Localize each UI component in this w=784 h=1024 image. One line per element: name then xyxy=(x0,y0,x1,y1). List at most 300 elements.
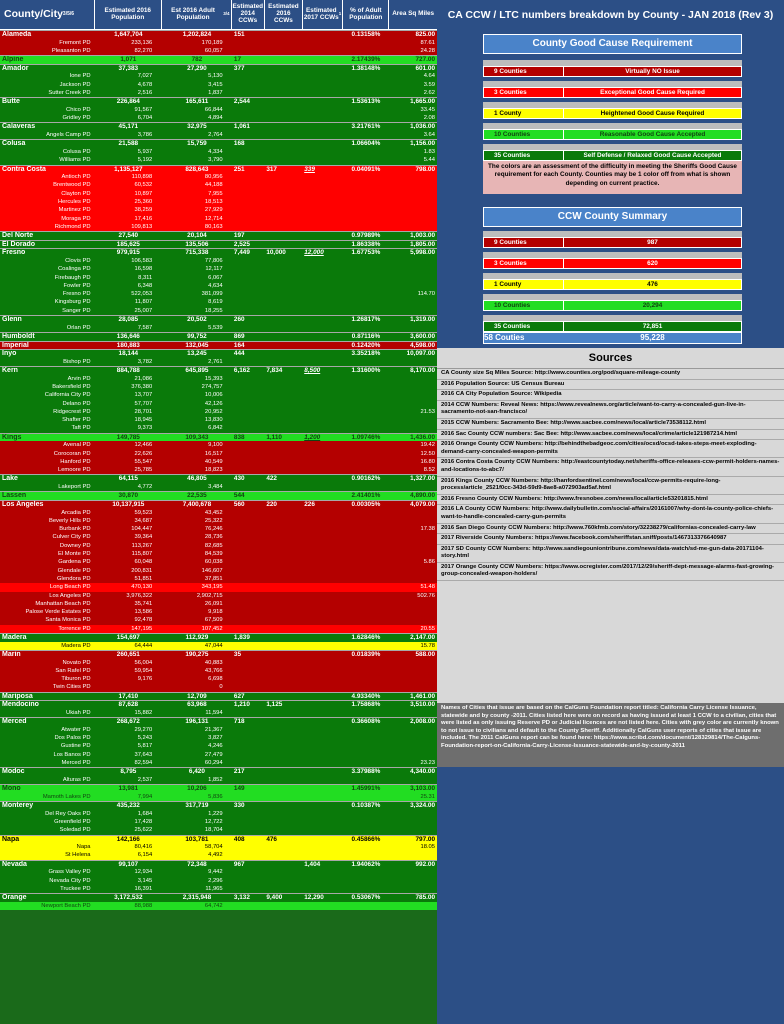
cell-name: Jackson PD xyxy=(59,81,91,88)
cell-ccw-2017 xyxy=(303,667,344,675)
cell-ccw-2016 xyxy=(264,232,302,240)
city-row xyxy=(0,131,437,139)
cell-pct-adult: 1.75868% xyxy=(351,701,381,709)
cell-ccw-2017 xyxy=(303,89,344,97)
header-pct-adult: % of Adult Population xyxy=(343,0,389,29)
cell-pct-adult xyxy=(343,525,389,533)
cell-pct-adult xyxy=(343,776,389,784)
cell-ccw-2017 xyxy=(303,625,344,633)
cell-ccw-2016 xyxy=(265,257,303,265)
cell-ccw-2017 xyxy=(303,683,344,691)
cell-adult-population: 2,296 xyxy=(208,877,223,884)
cell-adult-population: 43,452 xyxy=(204,509,223,516)
cell-area xyxy=(389,375,437,383)
cell-area xyxy=(389,391,437,399)
cell-population: 136,646 xyxy=(116,332,140,340)
city-row xyxy=(0,265,437,273)
cell-area xyxy=(389,324,437,332)
county-row xyxy=(0,366,437,375)
cell-ccw-2014 xyxy=(233,902,265,910)
cell-ccw-2014: 35 xyxy=(233,650,242,658)
cell-name: Napa xyxy=(2,835,20,843)
cell-ccw-2014 xyxy=(233,39,265,47)
city-row xyxy=(0,575,437,583)
cell-name: Orlan PD xyxy=(66,324,91,331)
cell-population: 17,428 xyxy=(134,818,153,825)
cell-ccw-2017: 1,200 xyxy=(304,433,321,441)
cell-ccw-2014: 7,449 xyxy=(233,249,250,257)
cell-ccw-2016 xyxy=(265,466,303,474)
cell-ccw-2017 xyxy=(303,274,344,282)
cell-name: Brentwood PD xyxy=(53,182,91,189)
cell-pct-adult xyxy=(343,408,389,416)
cell-pct-adult xyxy=(343,450,389,458)
cell-pct-adult xyxy=(343,358,389,366)
cell-ccw-2014: 408 xyxy=(233,835,245,843)
cell-ccw-2014 xyxy=(233,358,265,366)
cell-ccw-2014 xyxy=(233,885,265,893)
cell-population: 37,643 xyxy=(134,751,153,758)
cell-ccw-2014 xyxy=(233,742,265,750)
cell-population: 3,782 xyxy=(137,358,153,365)
cell-name: Burbank PD xyxy=(59,526,91,533)
cell-ccw-2016 xyxy=(265,583,303,591)
cell-adult-population: 99,752 xyxy=(187,332,207,340)
cell-name: Newport Beach PD xyxy=(41,902,91,909)
sources-list xyxy=(437,369,784,581)
cell-area: 1,436.00 xyxy=(410,433,436,441)
cell-population: 884,788 xyxy=(116,367,140,375)
cell-adult-population: 4,894 xyxy=(208,115,223,122)
cell-ccw-2017 xyxy=(303,843,344,851)
cell-ccw-2016 xyxy=(265,558,303,566)
cell-name: Shafter PD xyxy=(62,417,91,424)
cell-ccw-2017 xyxy=(303,290,344,298)
cell-ccw-2017: 226 xyxy=(304,500,315,508)
cell-pct-adult: 1.62846% xyxy=(351,634,381,642)
source-item: 2016 San Diego County CCW Numbers: http://www.760kfmb.com/story/32238279/californias-concealed-carry-law xyxy=(437,524,784,535)
cell-adult-population: 3,790 xyxy=(208,157,223,164)
cell-adult-population: 1,202,824 xyxy=(182,31,212,38)
sum-row xyxy=(483,237,742,248)
cell-ccw-2014 xyxy=(233,81,265,89)
cell-area xyxy=(389,198,437,206)
cell-area xyxy=(389,600,437,608)
cell-pct-adult xyxy=(343,458,389,466)
cell-name: Contra Costa xyxy=(2,165,46,173)
cell-adult-population: 20,104 xyxy=(187,232,207,240)
cell-population: 226,864 xyxy=(116,98,140,106)
cell-ccw-2014 xyxy=(233,667,265,675)
county-row xyxy=(0,122,437,131)
cell-name: Coalinga PD xyxy=(57,266,91,273)
cell-area: 24.28 xyxy=(420,47,435,54)
source-item: 2016 Sac County CCW numbers: Sac Bee: http://www.sacbee.com/news/local/crime/article121987214.html xyxy=(437,430,784,441)
sum-label: 35 Counties xyxy=(484,322,564,331)
cell-population: 110,898 xyxy=(131,174,153,181)
cell-ccw-2014: 217 xyxy=(233,768,245,776)
cell-ccw-2016 xyxy=(265,759,303,767)
city-row xyxy=(0,466,437,474)
source-item: 2016 CA City Population Source: Wikipedia xyxy=(437,390,784,401)
cell-pct-adult xyxy=(343,810,389,818)
cell-ccw-2017 xyxy=(303,206,344,214)
city-row xyxy=(0,877,437,885)
cell-pct-adult xyxy=(343,542,389,550)
cell-ccw-2016 xyxy=(264,785,302,793)
cell-ccw-2017: 12,000 xyxy=(304,249,324,257)
source-item: 2016 Orange County CCW Numbers: http://behindthebadgeoc.com/cities/ocsd/ocsd-takes-steps-meet-exploding-demand-carry-concealed-weapon-permits xyxy=(437,440,784,458)
cell-population: 55,547 xyxy=(134,458,153,465)
cell-ccw-2017 xyxy=(303,173,344,181)
cell-adult-population: 196,131 xyxy=(185,718,209,726)
cell-name: Taft PD xyxy=(71,425,91,432)
sum-value: 987 xyxy=(647,239,658,246)
cell-ccw-2016 xyxy=(264,693,302,701)
cell-area xyxy=(389,616,437,624)
cell-ccw-2014 xyxy=(233,759,265,767)
cell-name: Madera PD xyxy=(61,642,91,649)
city-row xyxy=(0,616,437,624)
cell-ccw-2017 xyxy=(303,642,344,650)
city-row xyxy=(0,215,437,223)
cell-ccw-2014 xyxy=(233,458,265,466)
city-row xyxy=(0,307,437,315)
cell-ccw-2014 xyxy=(233,483,265,491)
cell-pct-adult: 0.87116% xyxy=(351,332,381,340)
cell-ccw-2017 xyxy=(303,517,344,525)
cell-name: Torrence PD xyxy=(58,625,91,632)
county-row xyxy=(0,165,437,174)
cell-population: 59,954 xyxy=(134,667,153,674)
cell-area xyxy=(389,383,437,391)
cell-adult-population: 782 xyxy=(191,56,203,64)
cell-area xyxy=(389,517,437,525)
cell-area: 601.00 xyxy=(415,64,436,72)
cell-adult-population: 4,634 xyxy=(208,282,223,289)
cell-ccw-2017 xyxy=(302,350,343,358)
cell-ccw-2016: 1,110 xyxy=(266,433,282,441)
city-row xyxy=(0,114,437,122)
cell-population: 45,171 xyxy=(118,123,139,131)
cell-adult-population: 274,757 xyxy=(201,383,223,390)
cell-area: 798.00 xyxy=(415,165,436,173)
cell-ccw-2014 xyxy=(233,542,265,550)
cell-population: 16,598 xyxy=(134,266,153,273)
cell-pct-adult: 1.94062% xyxy=(351,860,381,868)
cell-pct-adult xyxy=(343,642,389,650)
cell-ccw-2017: 8,500 xyxy=(304,367,321,375)
cell-ccw-2017 xyxy=(302,693,343,701)
cell-ccw-2016 xyxy=(265,509,303,517)
cell-adult-population: 6,698 xyxy=(208,676,223,683)
source-item: 2016 Kings County CCW Numbers: http://hanfordsentinel.com/news/local/ccw-permits-require-long-process/article_2521f0cc-343d-59d9-8ae8-a072903ad5af.html xyxy=(437,477,784,495)
cell-ccw-2017 xyxy=(303,416,344,424)
cell-adult-population: 27,290 xyxy=(187,64,207,72)
cell-pct-adult xyxy=(343,675,389,683)
cell-population: 233,136 xyxy=(131,39,153,46)
cell-ccw-2014: 444 xyxy=(233,350,245,358)
cell-pct-adult xyxy=(343,106,389,114)
cell-ccw-2014: 168 xyxy=(233,140,245,148)
cell-name: Pleasanton PD xyxy=(51,47,91,54)
sum-total-row xyxy=(483,332,742,344)
cell-adult-population: 27,929 xyxy=(204,207,223,214)
cell-adult-population: 27,479 xyxy=(204,751,223,758)
cell-area xyxy=(389,667,437,675)
cell-pct-adult: 0.00305% xyxy=(351,500,381,508)
city-row xyxy=(0,558,437,566)
cell-ccw-2016 xyxy=(265,675,303,683)
cell-area: 3.64 xyxy=(423,132,435,139)
cell-ccw-2017 xyxy=(302,785,343,793)
cell-area xyxy=(389,190,437,198)
cell-area xyxy=(389,215,437,223)
gc-row xyxy=(483,87,742,98)
cell-area xyxy=(389,307,437,315)
cell-ccw-2016 xyxy=(265,818,303,826)
cell-ccw-2017: 12,290 xyxy=(304,894,324,902)
cell-ccw-2016 xyxy=(264,861,302,869)
cell-area xyxy=(389,818,437,826)
city-row xyxy=(0,173,437,181)
cell-pct-adult xyxy=(343,282,389,290)
cell-ccw-2016 xyxy=(265,81,303,89)
cell-ccw-2016: 476 xyxy=(266,835,277,843)
cell-population: 7,994 xyxy=(137,793,153,800)
cell-ccw-2016 xyxy=(265,391,303,399)
cell-population: 5,817 xyxy=(137,743,153,750)
cell-population: 522,053 xyxy=(131,291,153,298)
cell-name: Mamoth Lakes PD xyxy=(42,793,91,800)
county-row xyxy=(0,433,437,442)
cell-adult-population: 15,759 xyxy=(187,140,207,148)
city-row xyxy=(0,709,437,717)
cell-area: 5.44 xyxy=(423,157,435,164)
cell-ccw-2017 xyxy=(303,81,344,89)
cell-name: Soledad PD xyxy=(59,827,91,834)
city-row xyxy=(0,72,437,80)
cell-population: 147,195 xyxy=(131,625,153,632)
cell-name: Richmond PD xyxy=(54,223,91,230)
cell-ccw-2017 xyxy=(303,542,344,550)
cell-pct-adult: 3.37988% xyxy=(351,768,381,776)
cell-name: Calaveras xyxy=(2,123,36,131)
cell-adult-population: 42,126 xyxy=(204,400,223,407)
cell-ccw-2014 xyxy=(233,683,265,691)
cell-population: 5,243 xyxy=(137,735,153,742)
cell-population: 27,540 xyxy=(118,232,139,240)
cell-population: 16,391 xyxy=(134,885,153,892)
cell-population: 9,373 xyxy=(137,425,153,432)
cell-pct-adult xyxy=(343,509,389,517)
cell-ccw-2017 xyxy=(303,282,344,290)
city-row xyxy=(0,600,437,608)
county-row xyxy=(0,784,437,793)
source-item: 2016 Contra Costa County CCW Numbers: http://eastcountytoday.net/sheriffs-office-releases-ccw-permit-holders-names-and-locations-to-abc7/ xyxy=(437,458,784,476)
cell-pct-adult xyxy=(343,223,389,231)
cell-area: 5.86 xyxy=(423,559,435,566)
cell-adult-population: 46,805 xyxy=(187,475,207,483)
cell-pct-adult xyxy=(343,148,389,156)
cell-ccw-2016 xyxy=(264,768,302,776)
county-row xyxy=(0,633,437,642)
cell-ccw-2016 xyxy=(264,241,302,249)
cell-ccw-2017 xyxy=(303,550,344,558)
cell-population: 99,107 xyxy=(118,860,139,868)
cell-ccw-2014 xyxy=(233,106,265,114)
cell-adult-population: 40,883 xyxy=(204,659,223,666)
cell-name: Fresno PD xyxy=(62,291,91,298)
cell-ccw-2016 xyxy=(265,683,303,691)
cell-ccw-2016 xyxy=(265,567,303,575)
cell-adult-population: 12,117 xyxy=(205,266,223,273)
city-row xyxy=(0,290,437,298)
cell-ccw-2014: 251 xyxy=(233,165,245,173)
cell-name: Long Beach PD xyxy=(49,584,91,591)
cell-population: 3,172,532 xyxy=(114,894,143,902)
cell-ccw-2017 xyxy=(303,307,344,315)
cell-adult-population: 18,704 xyxy=(204,827,223,834)
cell-ccw-2017 xyxy=(303,583,344,591)
cell-area xyxy=(389,877,437,885)
sum-label: 3 Counties xyxy=(484,259,564,268)
cell-adult-population: 1,229 xyxy=(208,810,223,817)
cell-ccw-2016 xyxy=(265,483,303,491)
cell-pct-adult: 3.21761% xyxy=(351,123,381,131)
cell-population: 15,882 xyxy=(134,709,153,716)
cell-pct-adult xyxy=(343,274,389,282)
cell-adult-population: 190,275 xyxy=(185,650,209,658)
cell-pct-adult xyxy=(343,885,389,893)
cell-area: 2.08 xyxy=(423,115,435,122)
cell-adult-population: 109,343 xyxy=(185,433,209,441)
county-row xyxy=(0,767,437,776)
city-row xyxy=(0,424,437,432)
cell-area: 2,008.00 xyxy=(410,718,436,726)
cell-pct-adult: 0.01839% xyxy=(351,650,381,658)
cell-name: Avenal PD xyxy=(63,442,91,449)
city-row xyxy=(0,793,437,801)
cell-ccw-2016 xyxy=(265,181,303,189)
cell-area: 51.48 xyxy=(420,584,435,591)
cell-ccw-2014 xyxy=(233,776,265,784)
cell-population: 37,383 xyxy=(118,64,139,72)
cell-ccw-2016 xyxy=(265,810,303,818)
cell-area: 1.83 xyxy=(423,148,435,155)
city-row xyxy=(0,223,437,231)
gc-row xyxy=(483,108,742,119)
cell-ccw-2016 xyxy=(265,793,303,801)
cell-adult-population: 1,852 xyxy=(208,776,223,783)
cell-area: 3,600.00 xyxy=(410,332,436,340)
cell-population: 3,145 xyxy=(137,877,153,884)
cell-ccw-2017 xyxy=(303,810,344,818)
city-row xyxy=(0,851,437,859)
cell-name: Dos Palos PD xyxy=(54,735,91,742)
cell-adult-population: 107,452 xyxy=(201,625,223,632)
cell-ccw-2017 xyxy=(302,56,343,64)
cell-name: Mendocino xyxy=(2,701,39,709)
cell-pct-adult: 1.06604% xyxy=(351,140,381,148)
city-row xyxy=(0,751,437,759)
sum-total-label: 58 Couties xyxy=(484,333,525,342)
cell-population: 115,807 xyxy=(131,551,153,558)
cell-name: Los Banos PD xyxy=(53,751,91,758)
cell-population: 22,626 xyxy=(134,450,153,457)
cell-ccw-2016 xyxy=(264,65,302,73)
cell-ccw-2016 xyxy=(264,31,302,39)
cell-ccw-2016 xyxy=(265,625,303,633)
cell-ccw-2016 xyxy=(265,642,303,650)
cell-population: 154,697 xyxy=(116,634,140,642)
cell-ccw-2016 xyxy=(265,408,303,416)
cell-population: 59,523 xyxy=(134,509,153,516)
cell-ccw-2017 xyxy=(303,181,344,189)
cell-pct-adult xyxy=(343,759,389,767)
source-item: CA County size Sq Miles Source: http://www.counties.org/pod/square-mileage-county xyxy=(437,369,784,380)
cell-area: 3,103.00 xyxy=(410,785,436,793)
cell-pct-adult: 0.53067% xyxy=(351,894,381,902)
cell-ccw-2016: 422 xyxy=(266,475,277,483)
cell-name: Merced xyxy=(2,718,27,726)
cell-adult-population: 84,539 xyxy=(204,551,223,558)
cell-ccw-2014 xyxy=(233,592,265,600)
cell-ccw-2014 xyxy=(233,466,265,474)
cell-pct-adult xyxy=(343,416,389,424)
cell-ccw-2014 xyxy=(233,89,265,97)
cell-pct-adult xyxy=(343,877,389,885)
city-row xyxy=(0,274,437,282)
cell-pct-adult xyxy=(343,592,389,600)
cell-adult-population: 11,965 xyxy=(205,885,223,892)
cell-area xyxy=(389,675,437,683)
cell-ccw-2014 xyxy=(233,843,265,851)
cell-adult-population: 64,742 xyxy=(204,902,223,909)
cell-name: Inyo xyxy=(2,350,17,358)
city-row xyxy=(0,441,437,449)
cell-name: Alpine xyxy=(2,56,24,64)
city-row xyxy=(0,106,437,114)
cell-population: 979,915 xyxy=(116,249,140,257)
cell-area xyxy=(389,223,437,231)
cell-ccw-2014 xyxy=(233,818,265,826)
cell-ccw-2014 xyxy=(233,550,265,558)
cell-adult-population: 9,100 xyxy=(208,442,223,449)
cell-population: 88,988 xyxy=(134,902,153,909)
cell-pct-adult: 2.17439% xyxy=(351,56,381,64)
cell-adult-population: 112,929 xyxy=(185,634,209,642)
cell-population: 30,870 xyxy=(118,492,139,500)
cell-name: Clayton PD xyxy=(61,190,91,197)
cell-ccw-2017 xyxy=(303,759,344,767)
cell-population: 13,707 xyxy=(134,392,153,399)
cell-area: 1,327.00 xyxy=(410,475,436,483)
cell-ccw-2014: 627 xyxy=(233,692,245,700)
cell-adult-population: 4,246 xyxy=(208,743,223,750)
cell-ccw-2016 xyxy=(265,902,303,910)
cell-ccw-2017 xyxy=(303,408,344,416)
cell-population: 82,594 xyxy=(134,759,153,766)
cell-ccw-2014 xyxy=(233,324,265,332)
cell-ccw-2016 xyxy=(265,550,303,558)
cell-ccw-2017 xyxy=(303,885,344,893)
cell-area: 16.80 xyxy=(420,458,435,465)
cell-adult-population: 317,719 xyxy=(185,802,209,810)
city-row xyxy=(0,458,437,466)
sum-row xyxy=(483,258,742,269)
cell-name: Lemoore PD xyxy=(57,467,91,474)
